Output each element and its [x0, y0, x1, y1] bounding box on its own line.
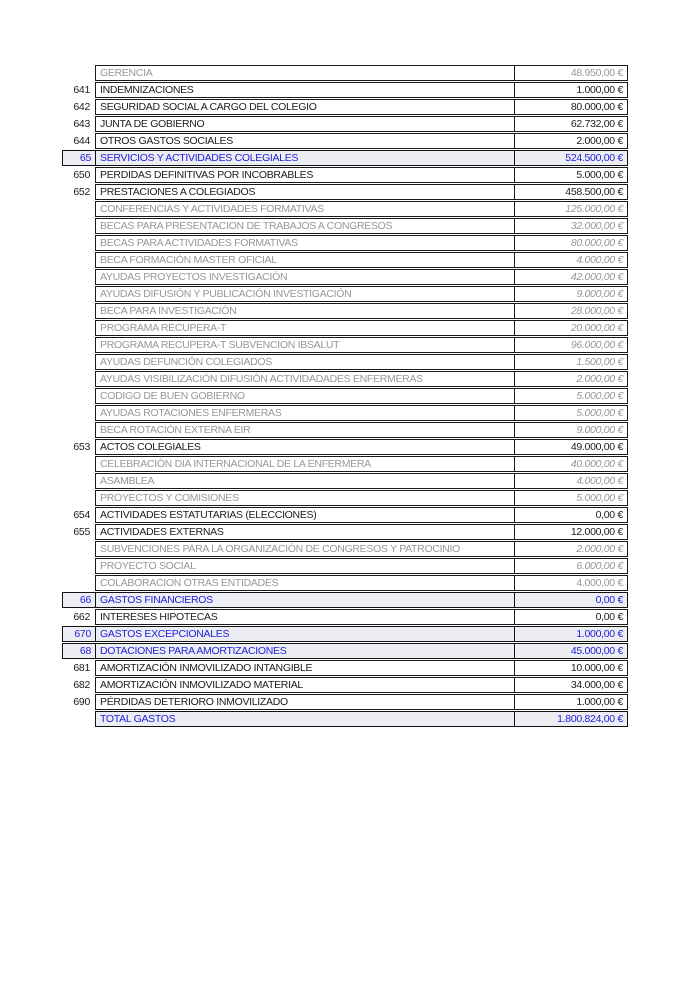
row-label: ACTIVIDADES ESTATUTARIAS (ELECCIONES) [95, 507, 514, 523]
row-label: INDEMNIZACIONES [95, 82, 514, 98]
row-label: PROYECTO SOCIAL [95, 558, 514, 574]
row-amount: 34.000,00 € [514, 677, 628, 693]
row-label: PERDIDAS DEFINITIVAS POR INCOBRABLES [95, 167, 514, 183]
row-label: ACTIVIDADES EXTERNAS [95, 524, 514, 540]
table-row [62, 354, 628, 370]
row-amount: 12.000,00 € [514, 524, 628, 540]
row-code: 662 [73, 611, 90, 623]
table-row [62, 65, 628, 81]
row-label: GASTOS FINANCIEROS [95, 592, 514, 608]
row-amount: 5.000,00 € [514, 167, 628, 183]
table-row [62, 422, 628, 438]
table-row [62, 677, 628, 693]
row-code [62, 711, 95, 727]
row-amount: 524.500,00 € [514, 150, 628, 166]
row-code: 644 [73, 135, 90, 147]
row-label: BECA PARA INVESTIGACIÓN [95, 303, 514, 319]
row-amount: 6.000,00 € [514, 558, 628, 574]
table-row [62, 711, 628, 727]
row-code [62, 575, 95, 591]
table-row [62, 575, 628, 591]
row-label: PROGRAMA RECUPERA-T [95, 320, 514, 336]
row-code [62, 388, 95, 404]
row-amount: 2.000,00 € [514, 371, 628, 387]
row-amount: 1.000,00 € [514, 694, 628, 710]
row-label: PROGRAMA RECUPERA-T SUBVENCION IBSALUT [95, 337, 514, 353]
table-row [62, 286, 628, 302]
row-label: ACTOS COLEGIALES [95, 439, 514, 455]
row-amount: 0,00 € [514, 507, 628, 523]
row-code: 68 [62, 643, 95, 659]
row-code [62, 252, 95, 268]
row-amount: 20.000,00 € [514, 320, 628, 336]
row-amount: 10.000,00 € [514, 660, 628, 676]
table-row [62, 218, 628, 234]
row-label: GERENCIA [95, 65, 514, 81]
table-row [62, 507, 628, 523]
row-label: CONFERENCIAS Y ACTIVIDADES FORMATIVAS [95, 201, 514, 217]
row-code: 66 [62, 592, 95, 608]
table-row [62, 235, 628, 251]
row-label: PÉRDIDAS DETERIORO INMOVILIZADO [95, 694, 514, 710]
row-amount: 49.000,00 € [514, 439, 628, 455]
row-code: 650 [73, 169, 90, 181]
row-amount: 96.000,00 € [514, 337, 628, 353]
row-amount: 1.500,00 € [514, 354, 628, 370]
row-code [62, 320, 95, 336]
row-code [62, 235, 95, 251]
row-label: CODIGO DE BUEN GOBIERNO [95, 388, 514, 404]
table-row [62, 269, 628, 285]
row-code: 655 [73, 526, 90, 538]
row-label: OTROS GASTOS SOCIALES [95, 133, 514, 149]
table-row [62, 150, 628, 166]
table-row [62, 592, 628, 608]
table-row [62, 320, 628, 336]
row-amount: 1.800.824,00 € [514, 711, 628, 727]
row-code: 642 [73, 101, 90, 113]
table-row [62, 252, 628, 268]
row-label: CELEBRACIÓN DIA INTERNACIONAL DE LA ENFERMERA [95, 456, 514, 472]
row-code: 653 [73, 441, 90, 453]
table-row [62, 133, 628, 149]
table-row [62, 473, 628, 489]
row-label: BECA FORMACIÓN MASTER OFICIAL [95, 252, 514, 268]
row-amount: 80.000,00 € [514, 235, 628, 251]
row-amount: 9.000,00 € [514, 422, 628, 438]
table-row [62, 167, 628, 183]
row-label: PRESTACIONES A COLEGIADOS [95, 184, 514, 200]
row-amount: 2.000,00 € [514, 541, 628, 557]
row-amount: 458.500,00 € [514, 184, 628, 200]
row-amount: 2.000,00 € [514, 133, 628, 149]
row-amount: 80.000,00 € [514, 99, 628, 115]
row-label: TOTAL GASTOS [95, 711, 514, 727]
row-code [62, 218, 95, 234]
row-code [62, 541, 95, 557]
table-row [62, 82, 628, 98]
row-amount: 45.000,00 € [514, 643, 628, 659]
table-row [62, 116, 628, 132]
row-code: 65 [62, 150, 95, 166]
row-label: AYUDAS ROTACIONES ENFERMERAS [95, 405, 514, 421]
row-amount: 4.000,00 € [514, 473, 628, 489]
table-row [62, 660, 628, 676]
row-label: COLABORACION OTRAS ENTIDADES [95, 575, 514, 591]
row-code [62, 286, 95, 302]
row-amount: 48.950,00 € [514, 65, 628, 81]
row-code: 652 [73, 186, 90, 198]
table-row [62, 439, 628, 455]
row-code: 643 [73, 118, 90, 130]
table-row [62, 626, 628, 642]
row-label: BECAS PARA PRESENTACION DE TRABAJOS A CONGRESOS [95, 218, 514, 234]
row-amount: 1.000,00 € [514, 82, 628, 98]
row-label: DOTACIONES PARA AMORTIZACIONES [95, 643, 514, 659]
row-label: SERVICIOS Y ACTIVIDADES COLEGIALES [95, 150, 514, 166]
table-row [62, 99, 628, 115]
row-amount: 28.000,00 € [514, 303, 628, 319]
row-code: 641 [73, 84, 90, 96]
table-row [62, 371, 628, 387]
row-amount: 5.000,00 € [514, 388, 628, 404]
row-code [62, 473, 95, 489]
row-code [62, 269, 95, 285]
table-row [62, 201, 628, 217]
table-row [62, 541, 628, 557]
table-row [62, 303, 628, 319]
row-amount: 1.000,00 € [514, 626, 628, 642]
row-code: 654 [73, 509, 90, 521]
row-amount: 32.000,00 € [514, 218, 628, 234]
row-amount: 40.000,00 € [514, 456, 628, 472]
table-row [62, 337, 628, 353]
row-code: 690 [73, 696, 90, 708]
table-row [62, 184, 628, 200]
row-label: AMORTIZACIÓN INMOVILIZADO MATERIAL [95, 677, 514, 693]
row-code [62, 422, 95, 438]
table-row [62, 490, 628, 506]
row-code [62, 405, 95, 421]
row-code: 681 [73, 662, 90, 674]
row-amount: 4.000,00 € [514, 575, 628, 591]
table-row [62, 405, 628, 421]
row-code: 670 [62, 626, 95, 642]
row-amount: 9.000,00 € [514, 286, 628, 302]
row-label: INTERESES HIPOTECAS [95, 609, 514, 625]
row-code [62, 354, 95, 370]
row-code [62, 201, 95, 217]
row-label: SUBVENCIONES PARA LA ORGANIZACIÓN DE CONGRESOS Y PATROCINIO [95, 541, 514, 557]
table-row [62, 388, 628, 404]
row-code [62, 65, 95, 81]
table-row [62, 456, 628, 472]
table-row [62, 558, 628, 574]
row-code [62, 490, 95, 506]
row-code [62, 371, 95, 387]
row-amount: 0,00 € [514, 609, 628, 625]
row-label: AMORTIZACIÓN INMOVILIZADO INTANGIBLE [95, 660, 514, 676]
row-amount: 42.000,00 € [514, 269, 628, 285]
row-amount: 5.000,00 € [514, 405, 628, 421]
row-label: SEGURIDAD SOCIAL A CARGO DEL COLEGIO [95, 99, 514, 115]
row-label: AYUDAS VISIBILIZACIÓN DIFUSIÓN ACTIVIDADADES ENFERMERAS [95, 371, 514, 387]
budget-table [62, 65, 628, 728]
table-row [62, 524, 628, 540]
row-code [62, 456, 95, 472]
row-label: AYUDAS DEFUNCIÓN COLEGIADOS [95, 354, 514, 370]
row-code [62, 558, 95, 574]
row-amount: 5.000,00 € [514, 490, 628, 506]
table-row [62, 694, 628, 710]
row-label: PROYECTOS Y COMISIONES [95, 490, 514, 506]
row-code [62, 303, 95, 319]
row-amount: 125.000,00 € [514, 201, 628, 217]
row-label: JUNTA DE GOBIERNO [95, 116, 514, 132]
row-code: 682 [73, 679, 90, 691]
row-label: ASAMBLEA [95, 473, 514, 489]
table-row [62, 609, 628, 625]
row-code [62, 337, 95, 353]
row-label: AYUDAS DIFUSIÓN Y PUBLICACIÓN INVESTIGACIÓN [95, 286, 514, 302]
row-label: GASTOS EXCEPCIONALES [95, 626, 514, 642]
row-amount: 62.732,00 € [514, 116, 628, 132]
row-label: AYUDAS PROYECTOS INVESTIGACIÓN [95, 269, 514, 285]
row-label: BECAS PARA ACTIVIDADES FORMATIVAS [95, 235, 514, 251]
row-amount: 0,00 € [514, 592, 628, 608]
row-amount: 4.000,00 € [514, 252, 628, 268]
table-row [62, 643, 628, 659]
row-label: BECA ROTACIÓN EXTERNA EIR [95, 422, 514, 438]
